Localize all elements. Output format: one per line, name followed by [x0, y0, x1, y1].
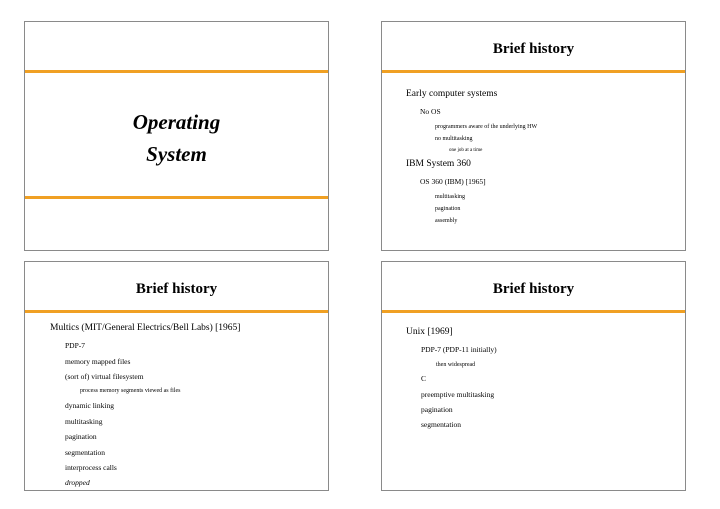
orange-rule-bottom [25, 196, 328, 199]
bullet-level1: IBM System 360 [406, 159, 471, 169]
slide-brief-history-1 [381, 21, 686, 251]
bullet-level2: C [421, 374, 427, 383]
slide-title: Brief history [492, 281, 575, 297]
slide-operating-system [24, 21, 329, 251]
orange-rule [382, 310, 685, 313]
bullet-level2: dynamic linking [65, 401, 114, 410]
slide-title-line1: Operating [132, 110, 221, 134]
bullet-level2: pagination [421, 405, 453, 414]
bullet-level2: PDP-7 [65, 341, 86, 350]
slide-title: Brief history [135, 281, 218, 297]
bullet-level1: Multics (MIT/General Electrics/Bell Labs) [1965] [50, 323, 241, 333]
bullet-level2: interprocess calls [65, 463, 117, 472]
bullet-level3: programmers aware of the underlying HW [435, 124, 538, 130]
bullet-level3: no multitasking [435, 136, 473, 142]
slide-brief-history-2 [24, 261, 329, 491]
bullet-level2: segmentation [421, 420, 461, 429]
slide-title: Brief history [492, 41, 575, 57]
slide-title-line2: System [146, 142, 207, 166]
bullet-level3: assembly [435, 218, 458, 224]
orange-rule [25, 310, 328, 313]
bullet-level4: one job at a time [449, 148, 483, 153]
bullet-level2: multitasking [65, 417, 103, 426]
bullet-level2: (sort of) virtual filesystem [65, 372, 144, 381]
orange-rule-top [25, 70, 328, 73]
bullet-level2: pagination [65, 432, 97, 441]
bullet-level3: then widespread [436, 362, 476, 368]
bullet-level3: process memory segments viewed as files [80, 388, 181, 394]
slide-brief-history-3 [381, 261, 686, 491]
bullet-level2: No OS [420, 107, 441, 116]
bullet-level3: pagination [435, 206, 461, 212]
orange-rule [382, 70, 685, 73]
bullet-level3: multitasking [435, 194, 465, 200]
bullet-level2: preemptive multitasking [421, 390, 495, 399]
bullet-level2: PDP-7 (PDP-11 initially) [421, 345, 497, 354]
bullet-level2: segmentation [65, 448, 105, 457]
bullet-level2-italic: dropped [65, 478, 90, 487]
bullet-level2: memory mapped files [65, 357, 131, 366]
bullet-level2: OS 360 (IBM) [1965] [420, 177, 486, 186]
bullet-level1: Unix [1969] [406, 327, 453, 337]
bullet-level1: Early computer systems [406, 89, 498, 99]
